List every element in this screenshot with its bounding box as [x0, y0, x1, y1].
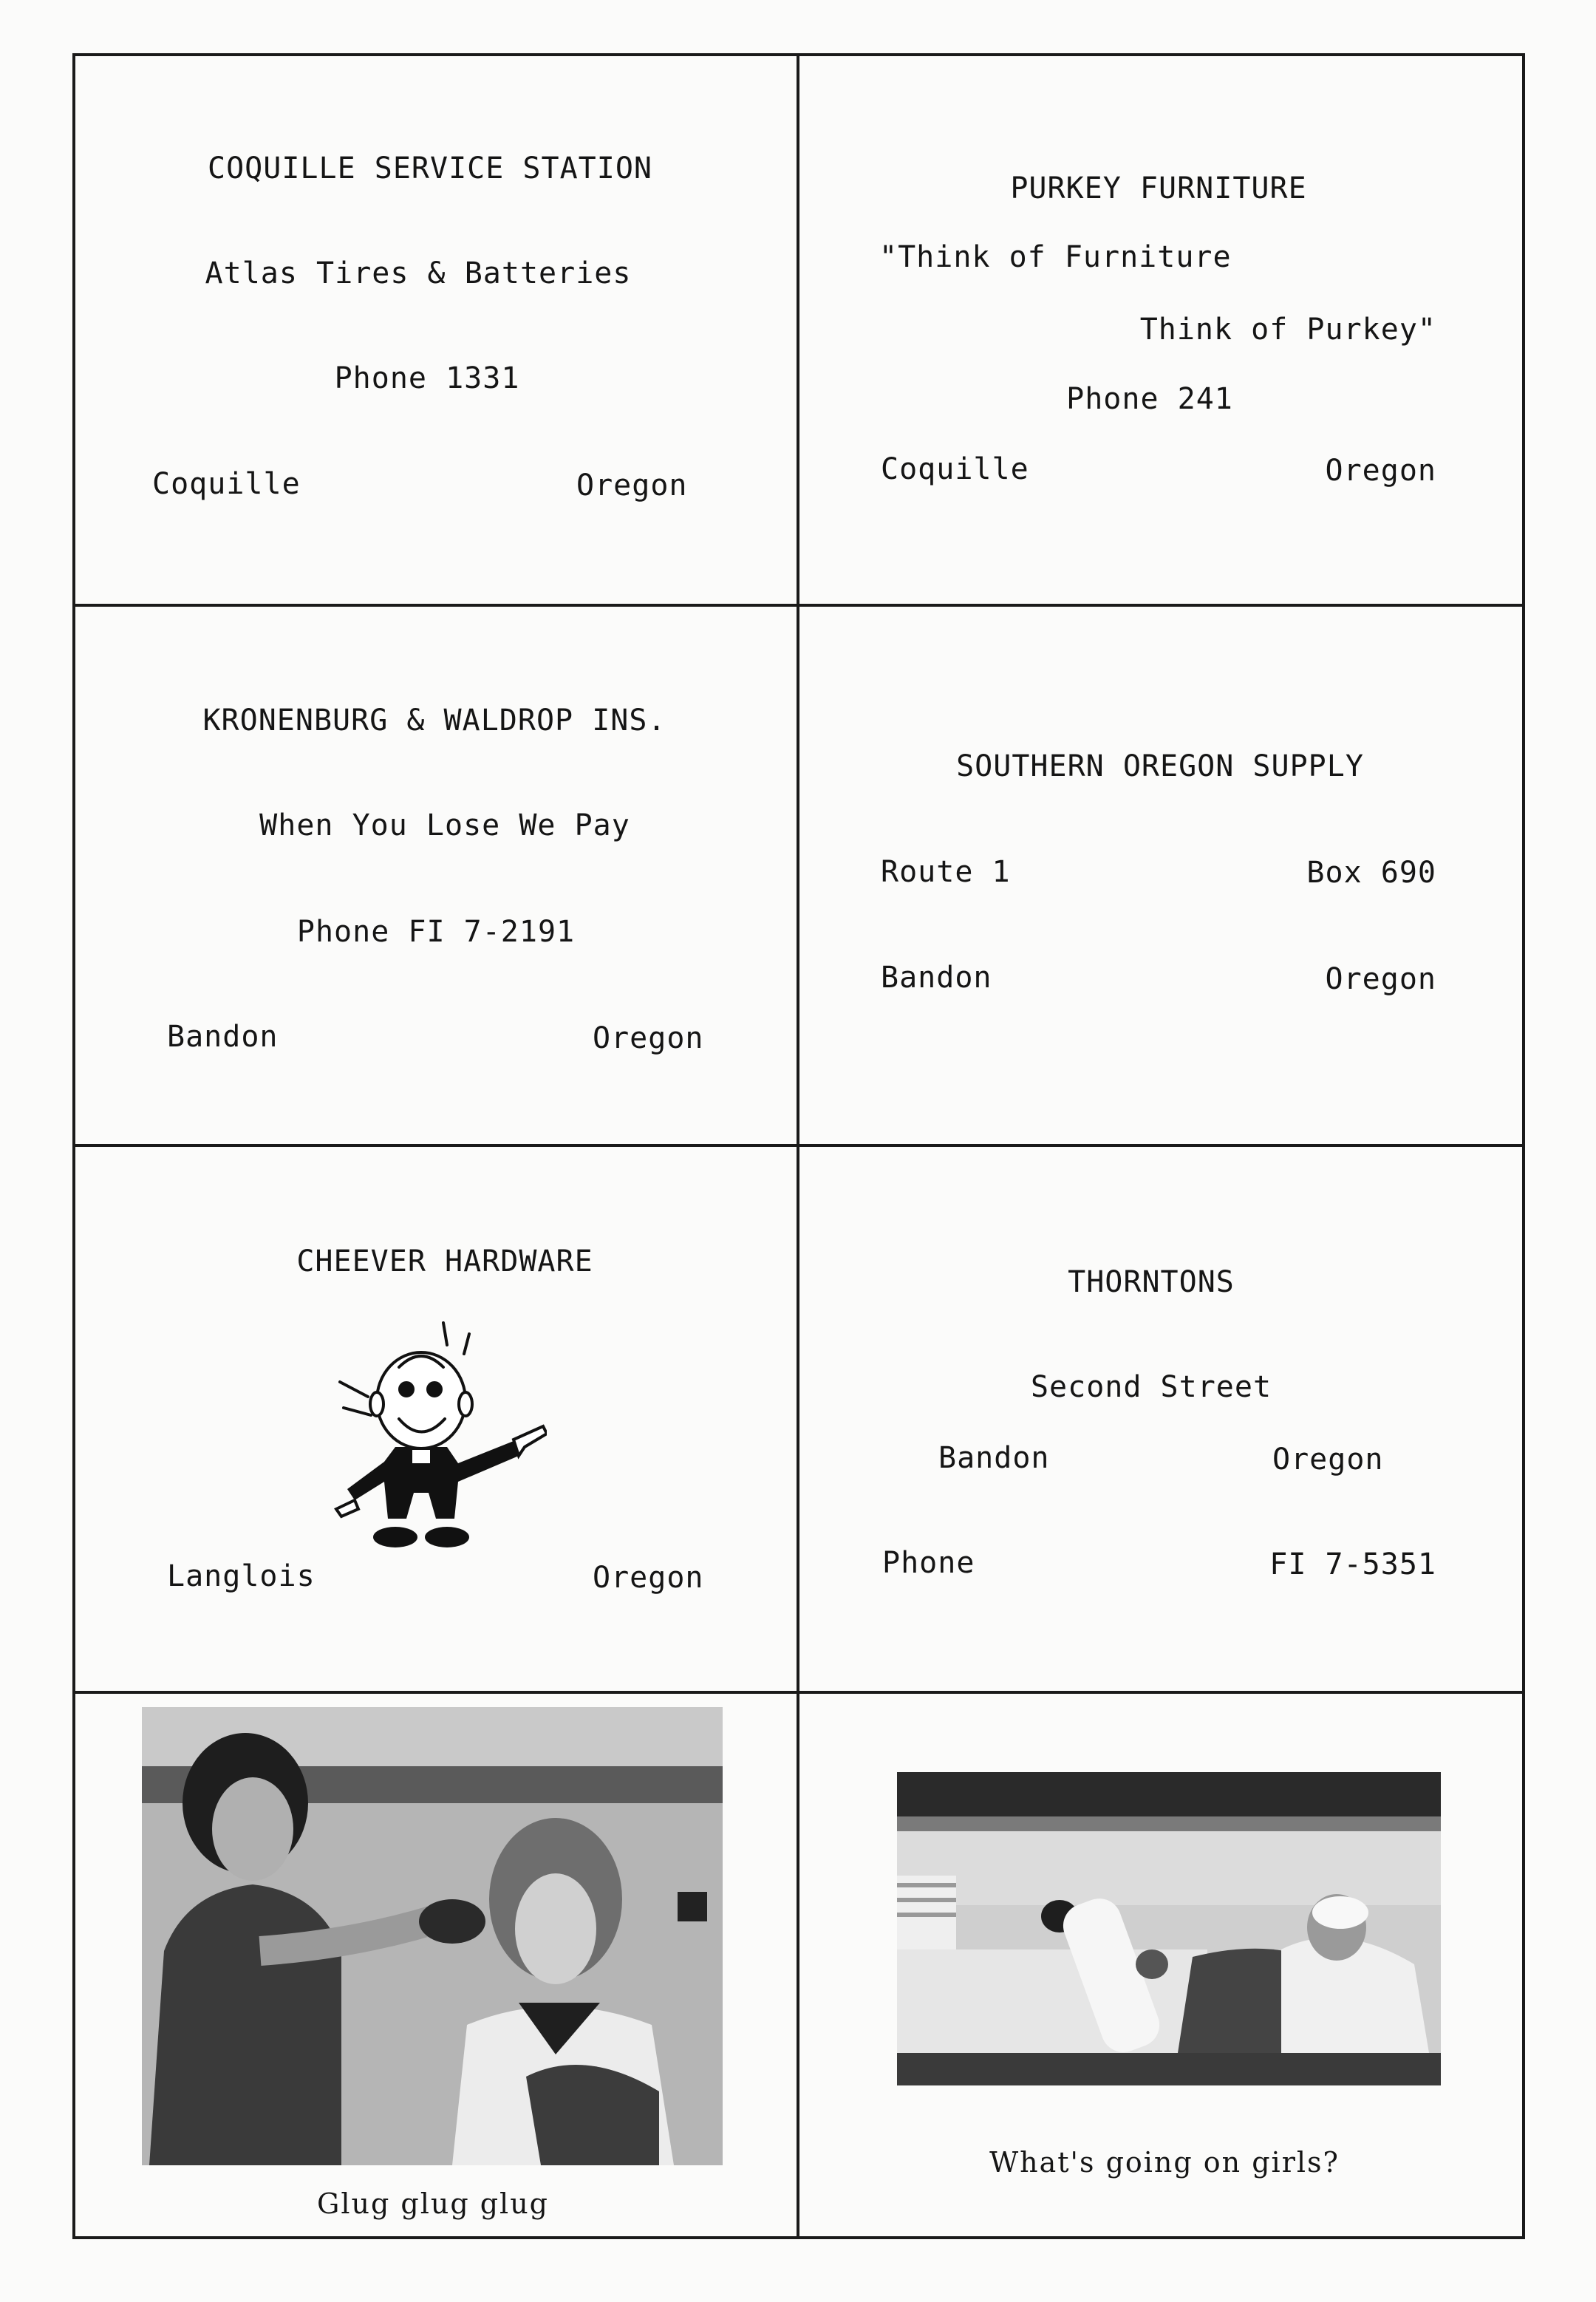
phone-label: Phone — [882, 1546, 975, 1580]
route: Route 1 — [881, 855, 1011, 889]
street: Second Street — [1030, 1370, 1272, 1404]
photo-caption-glug: Glug glug glug — [316, 2187, 550, 2220]
grid-divider-row1 — [72, 604, 1525, 607]
state: Oregon — [1325, 454, 1436, 488]
photo-girls — [897, 1772, 1441, 2085]
cartoon-boy-pointing-icon — [325, 1315, 547, 1559]
grid-divider-row2 — [72, 1144, 1525, 1147]
business-name: PURKEY FURNITURE — [1010, 171, 1307, 205]
business-name: KRONENBURG & WALDROP INS. — [202, 704, 666, 738]
phone: Phone 1331 — [334, 361, 520, 395]
city: Bandon — [938, 1441, 1050, 1475]
city: Langlois — [167, 1559, 316, 1593]
slogan-line-1: "Think of Furniture — [879, 240, 1232, 274]
business-name: THORNTONS — [1068, 1265, 1235, 1299]
box: Box 690 — [1306, 856, 1436, 890]
city: Bandon — [881, 961, 992, 995]
business-name: CHEEVER HARDWARE — [296, 1244, 593, 1278]
state: Oregon — [593, 1561, 704, 1595]
city: Coquille — [881, 452, 1029, 486]
state: Oregon — [1272, 1443, 1384, 1477]
tagline: When You Lose We Pay — [259, 808, 630, 842]
business-name: SOUTHERN OREGON SUPPLY — [956, 749, 1364, 783]
state: Oregon — [576, 469, 688, 503]
phone-number: FI 7-5351 — [1269, 1547, 1436, 1581]
grid-divider-row3 — [72, 1691, 1525, 1694]
tagline: Atlas Tires & Batteries — [205, 256, 632, 290]
phone: Phone FI 7-2191 — [296, 915, 576, 949]
city: Bandon — [167, 1020, 279, 1054]
city: Coquille — [152, 467, 301, 501]
state: Oregon — [1325, 962, 1436, 996]
photo-glug — [142, 1707, 723, 2165]
business-name: COQUILLE SERVICE STATION — [208, 151, 652, 185]
phone: Phone 241 — [1066, 382, 1233, 416]
slogan-line-2: Think of Purkey" — [1139, 313, 1436, 347]
photo-caption-girls: What's going on girls? — [989, 2146, 1340, 2179]
state: Oregon — [593, 1021, 704, 1055]
